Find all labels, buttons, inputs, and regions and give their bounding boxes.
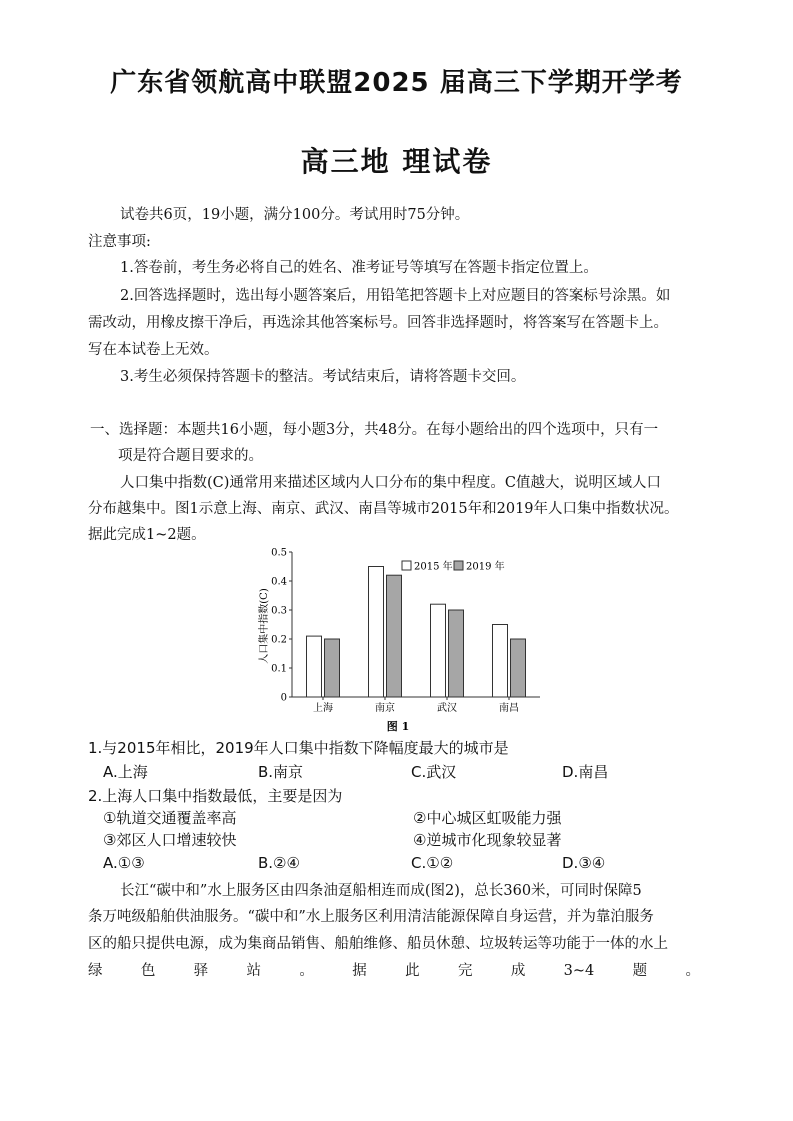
q2-option-a[interactable]: A.①③ [103, 854, 145, 872]
chart-y-tick-label: 0.2 [271, 634, 287, 646]
section-heading-line2: 项是符合题目要求的。 [118, 448, 263, 464]
q2-option-c[interactable]: C.①② [411, 854, 454, 872]
passage2-line2: 条万吨级船舶供油服务。“碳中和”水上服务区利用清洁能源保障自身运营，并为靠泊服务 [88, 909, 654, 925]
q2-statement-2: ②中心城区虹吸能力强 [413, 809, 562, 827]
chart-x-tick-label: 南京 [375, 703, 395, 714]
chart-bar [307, 636, 322, 697]
passage-line1: 人口集中指数(C)通常用来描述区域内人口分布的集中程度。C值越大，说明区域人口 [120, 475, 661, 491]
notice-item-3: 3.考生必须保持答题卡的整洁。考试结束后，请将答题卡交回。 [120, 369, 526, 385]
chart-legend-label: 2015 年 [414, 561, 453, 573]
chart-bar [325, 639, 340, 697]
q1-option-d[interactable]: D.南昌 [562, 763, 609, 781]
q1-option-b[interactable]: B.南京 [258, 763, 304, 781]
chart-x-tick-label: 上海 [313, 703, 333, 714]
q2-option-b[interactable]: B.②④ [258, 854, 300, 872]
notice-item-2-line3: 写在本试卷上无效。 [88, 342, 219, 358]
chart-y-tick-label: 0.1 [271, 663, 287, 675]
q2-statement-3: ③郊区人口增速较快 [103, 831, 237, 849]
chart-bar [369, 567, 384, 698]
chart-x-tick-label: 武汉 [437, 703, 457, 714]
chart-legend-swatch [402, 561, 411, 570]
chart-y-tick-label: 0.3 [271, 605, 287, 617]
q2-option-d[interactable]: D.③④ [562, 854, 606, 872]
q2-statement-1: ①轨道交通覆盖率高 [103, 809, 237, 827]
exam-intro: 试卷共6页，19小题，满分100分。考试用时75分钟。 [120, 207, 470, 223]
chart-legend-swatch [454, 561, 463, 570]
q2-statement-4: ④逆城市化现象较显著 [413, 831, 562, 849]
exam-title: 广东省领航高中联盟2025 届高三下学期开学考 [110, 68, 683, 98]
chart-x-tick-label: 南昌 [499, 703, 519, 714]
chart-caption: 图 1 [386, 720, 410, 733]
notice-item-2-line1: 2.回答选择题时，选出每小题答案后，用铅笔把答题卡上对应题目的答案标号涂黑。如 [120, 288, 671, 304]
population-concentration-chart [250, 540, 560, 740]
chart-bar [493, 625, 508, 698]
chart-bar [431, 604, 446, 697]
q1-option-a[interactable]: A.上海 [103, 763, 148, 781]
chart-y-tick-label: 0 [280, 692, 287, 704]
chart-bar [387, 575, 402, 697]
exam-subtitle: 高三地 理试卷 [300, 145, 493, 178]
passage2-line1: 长江“碳中和”水上服务区由四条油趸船相连而成(图2)，总长360米，可同时保障5 [120, 883, 642, 899]
chart-legend-label: 2019 年 [466, 561, 505, 573]
chart-bar [449, 610, 464, 697]
chart-bar [511, 639, 526, 697]
question-2-stem: 2.上海人口集中指数最低，主要是因为 [88, 787, 343, 805]
passage2-line3: 区的船只提供电源，成为集商品销售、船舶维修、船员休憩、垃圾转运等功能于一体的水上 [88, 936, 668, 952]
notice-item-2-line2: 需改动，用橡皮擦干净后，再选涂其他答案标号。回答非选择题时，将答案写在答题卡上。 [88, 315, 668, 331]
notice-label: 注意事项: [88, 234, 151, 250]
question-1-stem: 1.与2015年相比，2019年人口集中指数下降幅度最大的城市是 [88, 739, 509, 757]
chart-y-tick-label: 0.4 [271, 576, 287, 588]
notice-item-1: 1.答卷前，考生务必将自己的姓名、准考证号等填写在答题卡指定位置上。 [120, 260, 598, 276]
passage2-line4: 绿色驿站。据此完成3~4题。 [88, 963, 700, 979]
q1-option-c[interactable]: C.武汉 [411, 763, 457, 781]
chart-y-tick-label: 0.5 [271, 547, 287, 559]
passage-line2: 分布越集中。图1示意上海、南京、武汉、南昌等城市2015年和2019年人口集中指数状况。 [88, 501, 679, 517]
section-heading-line1: 一、选择题：本题共16小题，每小题3分，共48分。在每小题给出的四个选项中，只有一 [90, 422, 659, 438]
chart-y-axis-label: 人口集中指数(C) [259, 588, 270, 664]
passage-line3: 据此完成1~2题。 [88, 527, 206, 543]
